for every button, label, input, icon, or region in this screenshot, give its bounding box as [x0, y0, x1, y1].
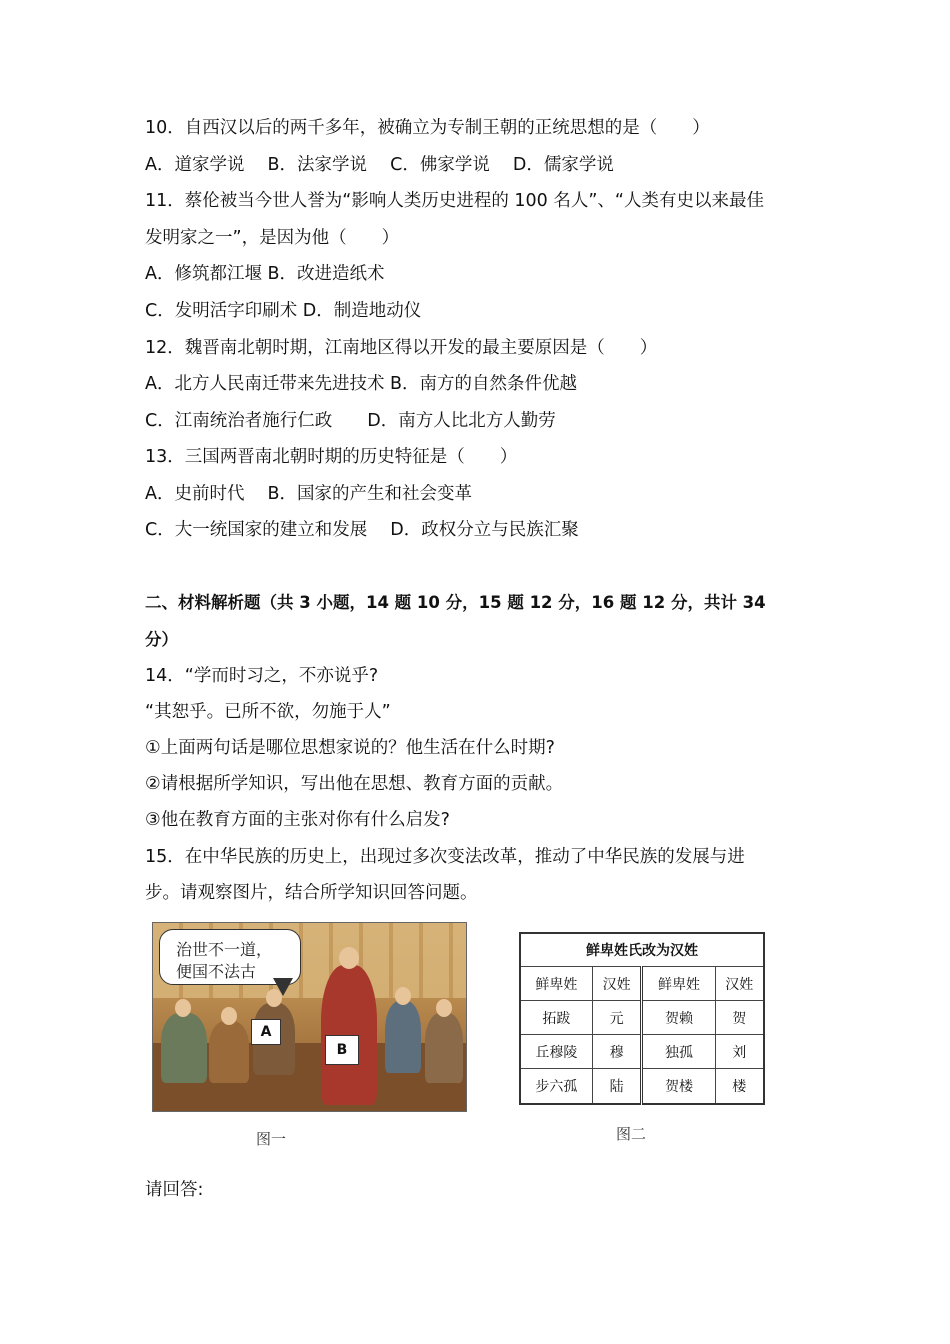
figure-1-central-head: [339, 947, 359, 969]
section-heading-cont: 分）: [145, 630, 178, 649]
question-14-sub3: ③他在教育方面的主张对你有什么启发?: [145, 810, 450, 830]
speech-line-2: 便国不法古: [176, 962, 257, 981]
table-cell: 楼: [715, 1069, 764, 1104]
table-cell: 丘穆陵: [520, 1035, 592, 1069]
section-heading: 二、材料解析题（共 3 小题，14 题 10 分，15 题 12 分，16 题 12 分，共计 34: [145, 593, 766, 612]
answer-prompt: 请回答:: [145, 1180, 204, 1200]
figure-1-person: [161, 1013, 207, 1083]
table-header: 汉姓: [592, 967, 642, 1001]
speech-bubble-text: [176, 939, 272, 983]
surname-table: [519, 932, 765, 1105]
figure-1-person: [209, 1021, 249, 1083]
question-11-options-ab: A．修筑都江堰 B．改进造纸术: [145, 264, 385, 284]
table-header: 汉姓: [715, 967, 764, 1001]
table-title: 鲜卑姓氏改为汉姓: [520, 933, 764, 967]
question-15: 15．在中华民族的历史上，出现过多次变法改革，推动了中华民族的发展与进: [145, 847, 745, 867]
table-row: [520, 1069, 764, 1104]
figure-2-caption: 图二: [616, 1125, 647, 1143]
table-cell: 元: [592, 1001, 642, 1035]
table-header: 鲜卑姓: [520, 967, 592, 1001]
table-cell: 贺赖: [642, 1001, 715, 1035]
question-13-options-cd: C．大一统国家的建立和发展 D．政权分立与民族汇聚: [145, 520, 579, 540]
table-cell: 贺: [715, 1001, 764, 1035]
question-11: 11．蔡伦被当今世人誉为“影响人类历史进程的 100 名人”、“人类有史以来最佳: [145, 191, 764, 211]
figure-2-table: [519, 932, 765, 1105]
speech-bubble: [159, 929, 301, 985]
figure-1-person-head: [175, 999, 191, 1017]
speech-line-1: 治世不一道，: [176, 940, 273, 959]
question-13: 13．三国两晋南北朝时期的历史特征是（ ）: [145, 447, 518, 467]
question-15-cont: 步。请观察图片，结合所学知识回答问题。: [145, 883, 478, 903]
question-14-sub1: ①上面两句话是哪位思想家说的？他生活在什么时期?: [145, 738, 555, 758]
question-12-options-ab: A．北方人民南迁带来先进技术 B．南方的自然条件优越: [145, 374, 578, 394]
table-cell: 贺楼: [642, 1069, 715, 1104]
figure-1-person-head: [395, 987, 411, 1005]
speech-bubble-tail: [273, 978, 293, 996]
figure-1-person-head: [436, 999, 452, 1017]
table-cell: 步六孤: [520, 1069, 592, 1104]
table-header: 鲜卑姓: [642, 967, 715, 1001]
table-cell: 穆: [592, 1035, 642, 1069]
question-14-sub2: ②请根据所学知识，写出他在思想、教育方面的贡献。: [145, 774, 564, 794]
figure-1-person: [385, 1001, 421, 1073]
figure-1-person: [425, 1013, 463, 1083]
question-11-options-cd: C．发明活字印刷术 D．制造地动仪: [145, 301, 422, 321]
question-10: 10．自西汉以后的两千多年，被确立为专制王朝的正统思想的是（ ）: [145, 118, 710, 138]
table-row: [520, 1001, 764, 1035]
figure-1-label-b: B: [325, 1035, 359, 1065]
question-12: 12．魏晋南北朝时期，江南地区得以开发的最主要原因是（ ）: [145, 338, 658, 358]
table-cell: 陆: [592, 1069, 642, 1104]
table-cell: 独孤: [642, 1035, 715, 1069]
question-12-options-cd: C．江南统治者施行仁政 D．南方人比北方人勤劳: [145, 411, 556, 431]
question-14-quote: “其恕乎。已所不欲，勿施于人”: [145, 702, 391, 722]
figure-1-caption: 图一: [256, 1130, 287, 1148]
table-cell: 刘: [715, 1035, 764, 1069]
question-10-options: A．道家学说 B．法家学说 C．佛家学说 D．儒家学说: [145, 155, 614, 175]
question-13-options-ab: A．史前时代 B．国家的产生和社会变革: [145, 484, 473, 504]
table-cell: 拓跋: [520, 1001, 592, 1035]
question-14: 14．“学而时习之，不亦说乎?: [145, 666, 379, 686]
figure-1-illustration: [152, 922, 467, 1112]
figure-1-person-head: [221, 1007, 237, 1025]
question-11-cont: 发明家之一”，是因为他（ ）: [145, 228, 400, 248]
figure-1-label-a: A: [251, 1019, 281, 1045]
table-row: [520, 1035, 764, 1069]
table-header-row: [520, 967, 764, 1001]
